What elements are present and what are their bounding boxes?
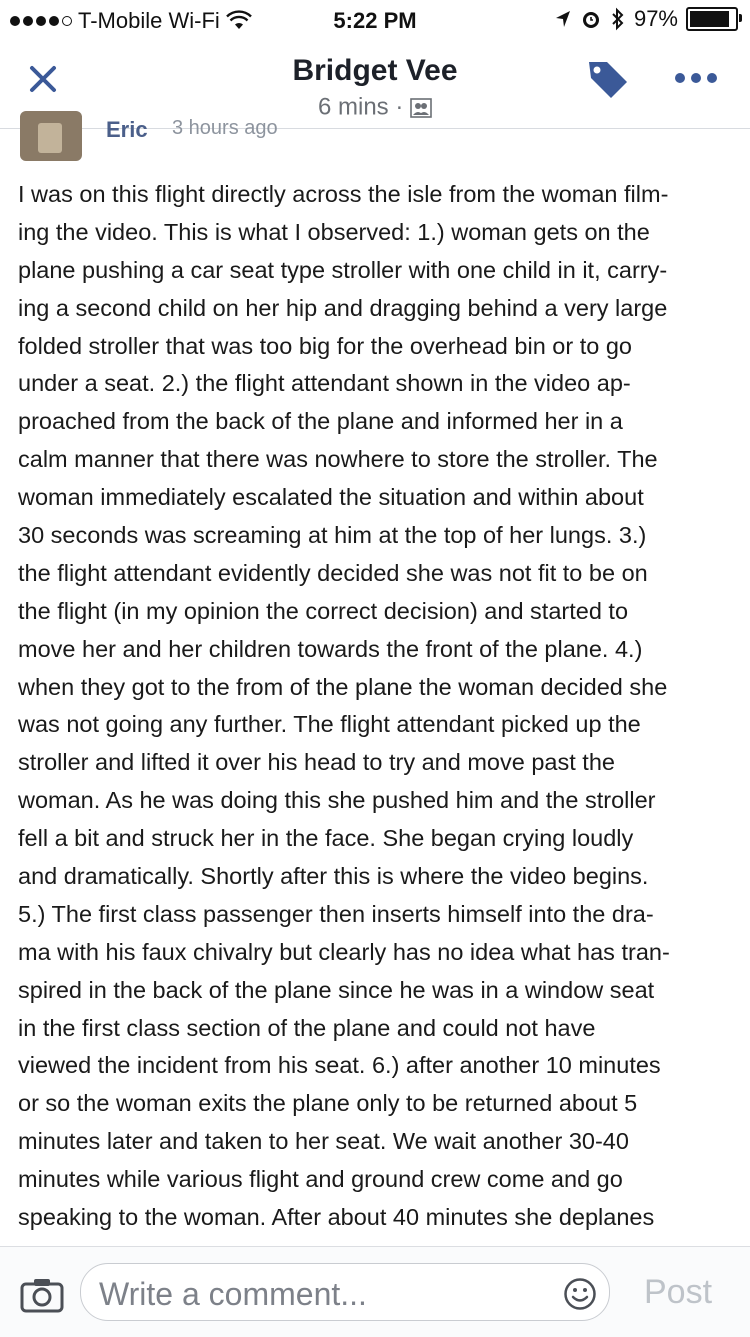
friends-audience-icon — [410, 98, 432, 118]
text-line: move her and her children towards the front of the plane. 4.) — [18, 635, 643, 662]
carrier-label: T-Mobile Wi-Fi — [78, 8, 220, 33]
comment-input[interactable] — [80, 1263, 610, 1321]
tag-button[interactable] — [583, 56, 633, 100]
status-time: 5:22 PM — [333, 8, 417, 33]
text-line: and dramatically. Shortly after this is where the video begins. — [18, 863, 649, 890]
comment-header — [0, 117, 750, 165]
text-line: ing a second child on her hip and dragging behind a very large — [18, 294, 668, 321]
text-line: or so the woman exits the plane only to be returned about 5 — [18, 1090, 638, 1117]
text-line: viewed the incident from his seat. 6.) after another 10 minutes — [18, 1052, 661, 1079]
text-line: I was on this flight directly across the isle from the woman film- — [18, 181, 669, 207]
text-line: ma with his faux chivalry but clearly has no idea what has tran- — [18, 938, 670, 965]
meta-separator: · — [395, 93, 404, 121]
camera-button[interactable] — [20, 1277, 64, 1313]
comment-author[interactable]: Eric — [106, 117, 148, 142]
text-line: woman immediately escalated the situation and within about — [18, 484, 644, 511]
status-right — [554, 6, 738, 32]
text-line: ing the video. This is what I observed: 1.) woman gets on the — [18, 218, 650, 245]
text-line: 5.) The first class passenger then inserts himself into the dra- — [18, 900, 654, 927]
battery-fill — [690, 11, 729, 27]
post-header — [0, 40, 750, 129]
text-line: the flight attendant evidently decided she was not fit to be on — [18, 559, 648, 586]
text-line: under a seat. 2.) the flight attendant shown in the video ap- — [18, 370, 631, 397]
bluetooth-icon — [610, 7, 626, 31]
text-line: when they got to the from of the plane the woman decided she — [18, 673, 668, 700]
comment-time: 3 hours ago — [172, 117, 278, 139]
text-line: speaking to the woman. After about 40 minutes she deplanes — [18, 1204, 655, 1231]
post-body — [18, 176, 738, 1246]
text-line: folded stroller that was too big for the overhead bin or to go — [18, 332, 632, 359]
comment-placeholder: Write a comment... — [99, 1276, 367, 1312]
text-line: stroller and lifted it over his head to try and move past the — [18, 749, 615, 776]
more-options-button[interactable] — [670, 60, 722, 96]
text-line: was not going any further. The flight attendant picked up the — [18, 711, 641, 738]
text-line: in the first class section of the plane and could not have — [18, 1014, 596, 1041]
text-line: the flight (in my opinion the correct decision) and started to — [18, 597, 629, 624]
text-line: plane pushing a car seat type stroller with one child in it, carry- — [18, 256, 668, 283]
text-line: spired in the back of the plane since he was in a window seat — [18, 976, 655, 1003]
text-line: calm manner that there was nowhere to store the stroller. The — [18, 446, 658, 473]
location-arrow-icon — [554, 9, 572, 29]
text-line: minutes while various flight and ground crew come and go — [18, 1166, 623, 1193]
post-time: 6 mins — [317, 93, 389, 121]
avatar[interactable] — [20, 111, 82, 161]
text-line: woman. As he was doing this she pushed him and the stroller — [18, 787, 656, 814]
post-button[interactable]: Post — [644, 1273, 713, 1311]
text-line: fell a bit and struck her in the face. She began crying loudly — [18, 825, 634, 852]
text-line: 30 seconds was screaming at him at the top of her lungs. 3.) — [18, 522, 647, 549]
battery-percent: 97% — [633, 6, 678, 31]
text-line: minutes later and taken to her seat. We wait another 30-40 — [18, 1128, 629, 1155]
status-bar — [0, 0, 750, 40]
battery-icon — [686, 7, 738, 31]
page-title[interactable]: Bridget Vee — [292, 54, 458, 87]
comment-composer — [0, 1246, 750, 1337]
emoji-button[interactable] — [563, 1277, 597, 1311]
alarm-icon — [580, 8, 602, 30]
text-line: proached from the back of the plane and informed her in a — [18, 408, 623, 435]
